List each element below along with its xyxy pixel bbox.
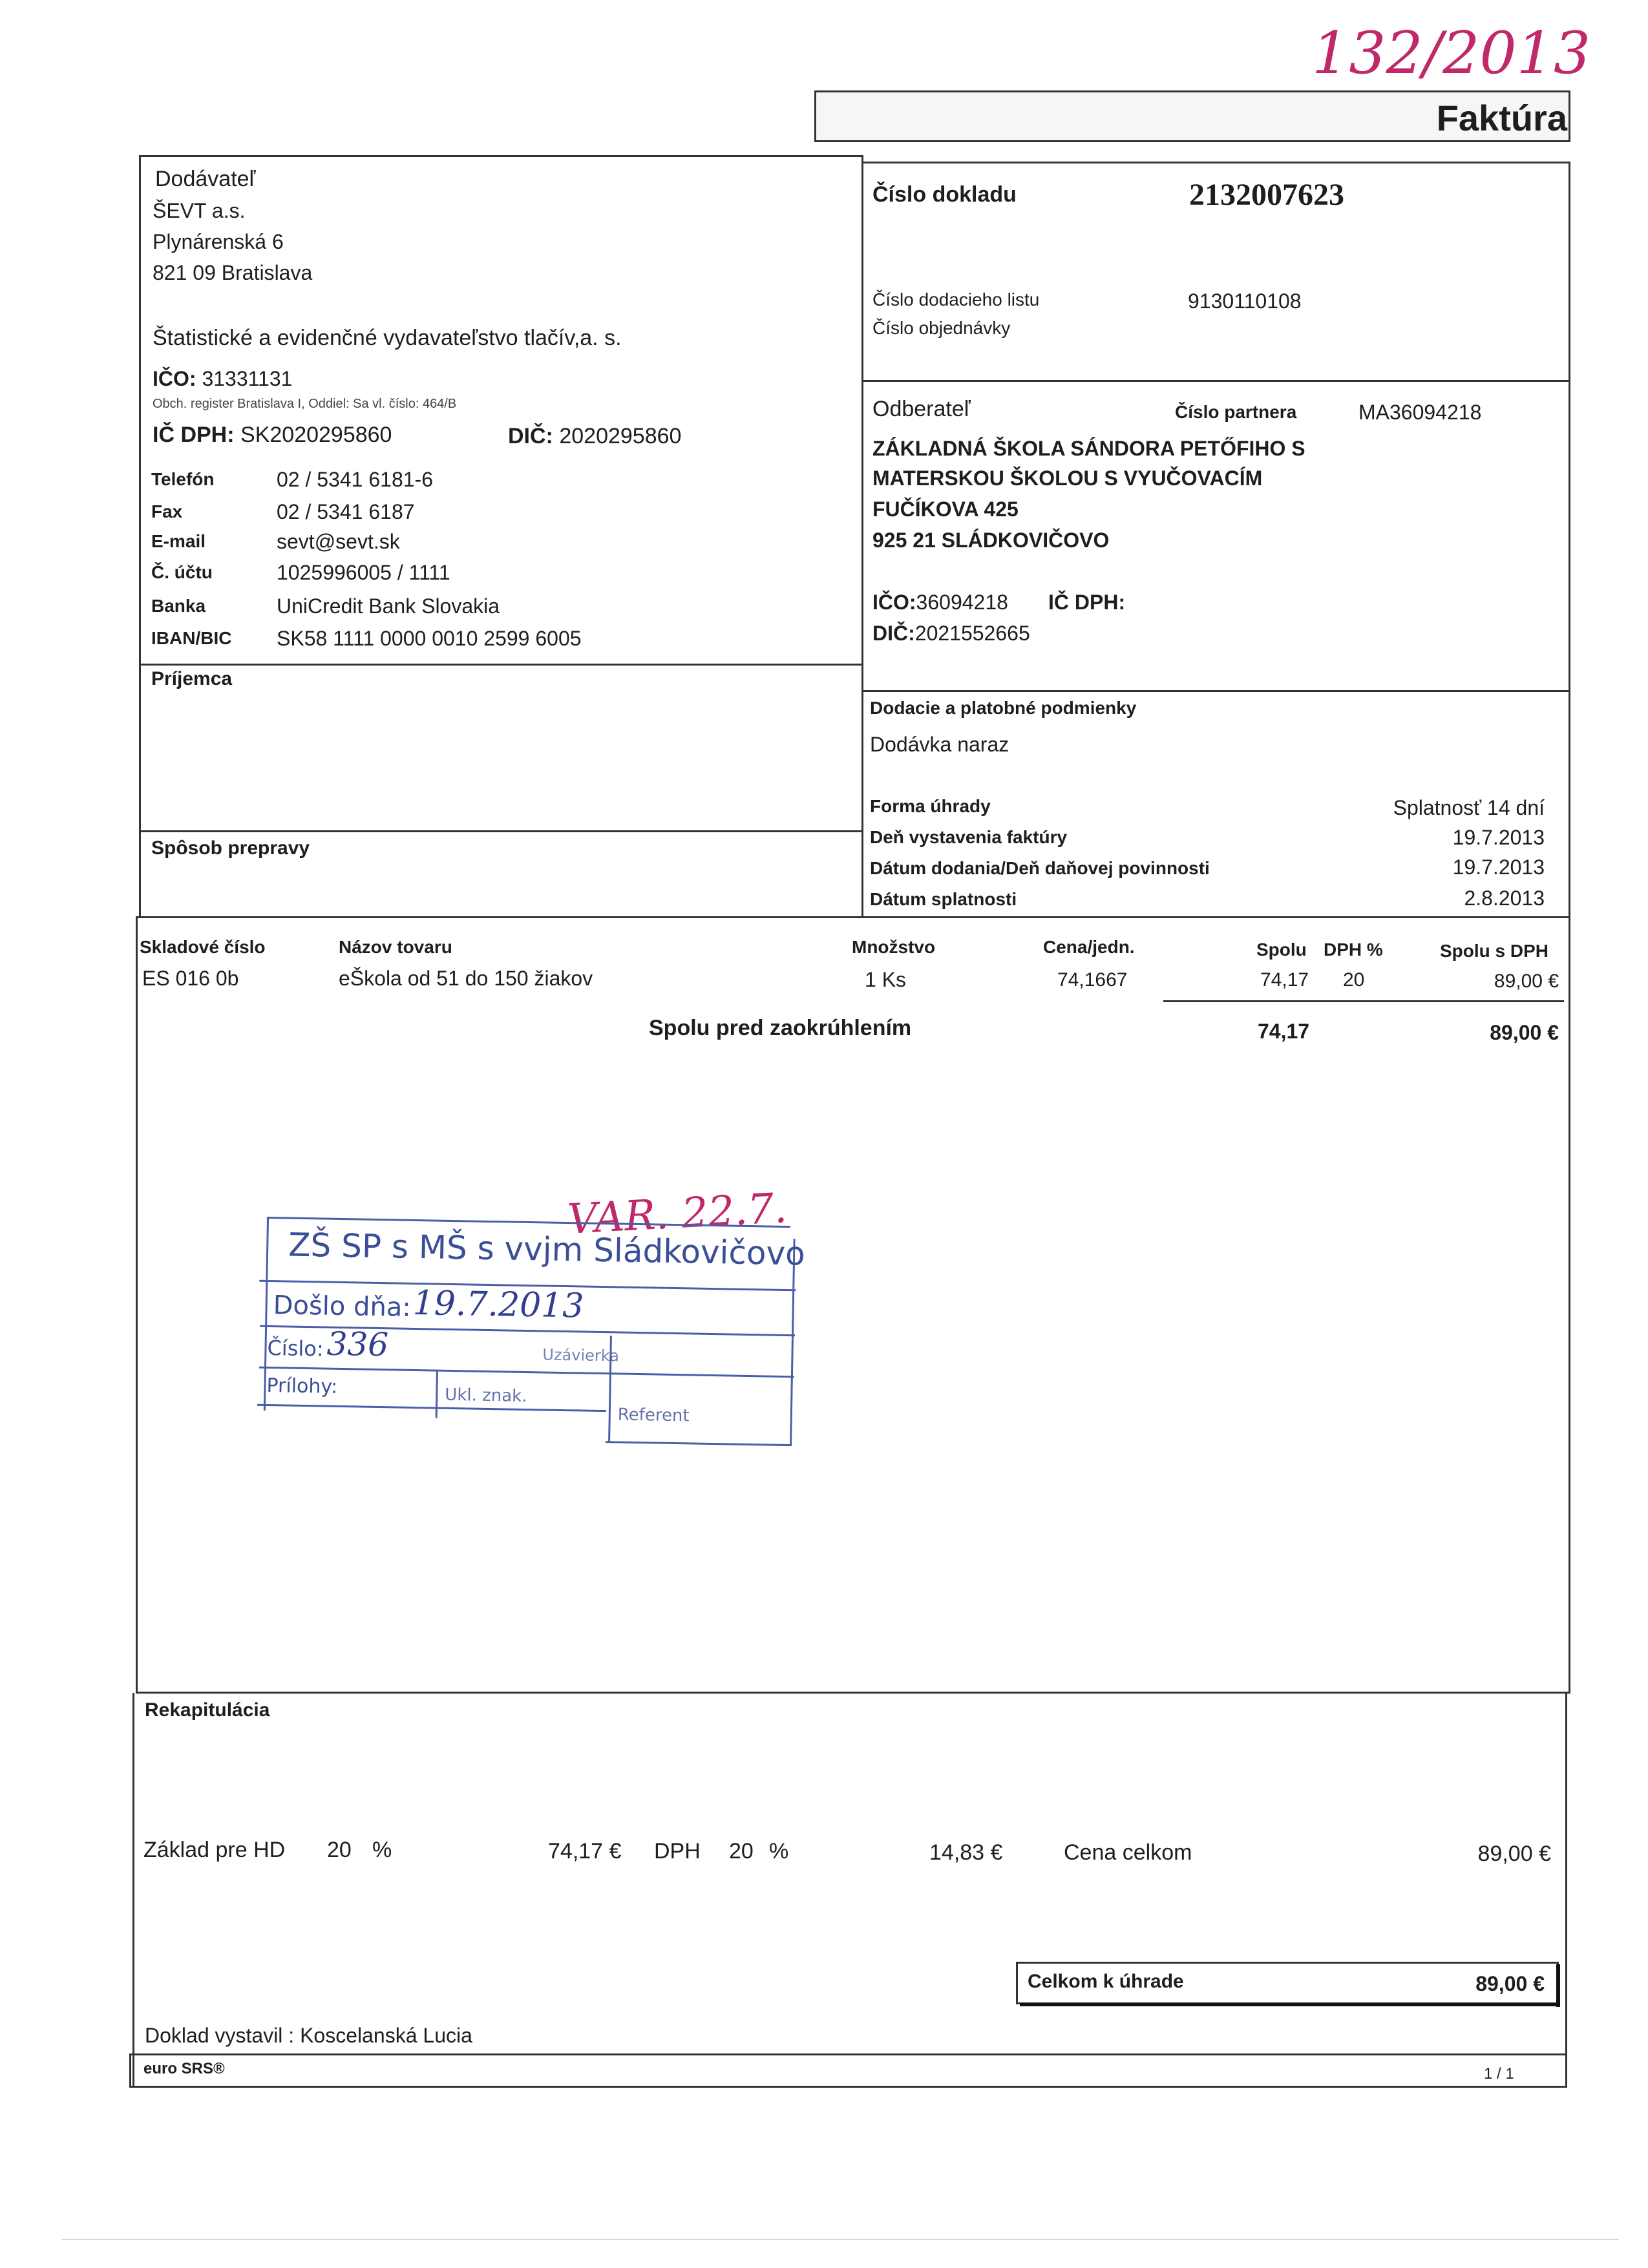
receipt-stamp <box>257 1217 806 1449</box>
customer-ico-label: IČO: <box>872 591 916 614</box>
handwritten-reference: 132/2013 <box>1312 19 1591 87</box>
supplier-dic-value: 2020295860 <box>559 424 682 448</box>
customer-ico <box>872 591 1008 614</box>
subtotal-label: Spolu pred zaokrúhlením <box>649 1016 912 1040</box>
stamp-number-value: 336 <box>326 1325 389 1364</box>
stamp-handwritten-note: VAR. 22.7. <box>566 1184 788 1244</box>
contact-label: IBAN/BIC <box>151 628 232 648</box>
stamp-uki-label: Ukl. znak. <box>445 1385 527 1407</box>
contact-label: Banka <box>151 596 206 616</box>
recap-vat-percent: % <box>769 1839 789 1864</box>
row-unit-price: 74,1667 <box>1057 969 1128 991</box>
delivery-note-value: 9130110108 <box>1188 289 1302 313</box>
recipient-label: Príjemca <box>151 668 233 689</box>
terms-value: Splatnosť 14 dní <box>1393 796 1545 819</box>
subtotal-value: 74,17 <box>1258 1020 1310 1043</box>
supplier-dic <box>508 424 681 449</box>
customer-dic-label: DIČ: <box>872 622 915 645</box>
supplier-dic-label: DIČ: <box>508 424 553 448</box>
terms-value: 19.7.2013 <box>1452 826 1545 849</box>
terms-value: 2.8.2013 <box>1464 887 1545 910</box>
contact-value: 02 / 5341 6187 <box>277 500 415 523</box>
contact-label: Telefón <box>151 469 215 489</box>
recap-base-label: Základ pre HD <box>143 1838 286 1862</box>
contact-value: 02 / 5341 6181-6 <box>277 468 433 491</box>
subtotal-vat-value: 89,00 € <box>1490 1021 1559 1044</box>
document-title: Faktúra <box>1436 98 1567 138</box>
payable-label: Celkom k úhrade <box>1028 1971 1184 1992</box>
customer-line-3: FUČÍKOVA 425 <box>872 498 1019 521</box>
header-unit-price: Cena/jedn. <box>1043 937 1135 957</box>
supplier-icdph-value: SK2020295860 <box>240 423 392 447</box>
supplier-name: ŠEVT a.s. <box>153 199 246 222</box>
customer-line-1: ZÁKLADNÁ ŠKOLA SÁNDORA PETŐFIHO S <box>872 437 1305 460</box>
customer-heading: Odberateľ <box>872 397 971 421</box>
supplier-register: Obch. register Bratislava I, Oddiel: Sa vl. číslo: 464/B <box>153 397 457 411</box>
partner-number-value: MA36094218 <box>1358 401 1482 424</box>
contact-value: 1025996005 / 1111 <box>277 561 450 584</box>
recap-total-label: Cena celkom <box>1064 1840 1192 1865</box>
supplier-icdph <box>153 423 392 448</box>
header-vat: DPH % <box>1324 940 1383 960</box>
order-number-label: Číslo objednávky <box>872 318 1011 338</box>
stamp-registry-label: Uzávierka <box>542 1345 620 1365</box>
recap-heading: Rekapitulácia <box>145 1699 270 1721</box>
customer-dic-value: 2021552665 <box>914 622 1030 645</box>
contact-label: Fax <box>151 501 183 521</box>
terms-value: 19.7.2013 <box>1452 856 1545 879</box>
recap-total-value: 89,00 € <box>1477 1842 1551 1866</box>
terms-label: Dátum splatnosti <box>870 889 1017 909</box>
stamp-referent-label: Referent <box>617 1405 690 1426</box>
supplier-heading: Dodávateľ <box>155 167 256 191</box>
issued-by: Doklad vystavil : Koscelanská Lucia <box>145 2024 472 2047</box>
recap-base-percent: % <box>372 1838 392 1862</box>
header-total-vat: Spolu s DPH <box>1440 941 1549 961</box>
recap-vat-value: 14,83 € <box>929 1840 1003 1865</box>
supplier-full-name: Štatistické a evidenčné vydavateľstvo tlačív,a. s. <box>153 326 622 350</box>
supplier-icdph-label: IČ DPH: <box>153 423 235 447</box>
page-number: 1 / 1 <box>1484 2065 1514 2083</box>
customer-icdph-label: IČ DPH: <box>1048 591 1126 614</box>
footer-brand: euro SRS® <box>143 2060 225 2077</box>
row-total: 74,17 <box>1260 969 1309 991</box>
row-qty: 1 Ks <box>865 968 907 991</box>
document-number-label: Číslo dokladu <box>872 182 1017 207</box>
delivery-mode: Dodávka naraz <box>870 733 1009 756</box>
terms-label: Dátum dodania/Deň daňovej povinnosti <box>870 858 1210 878</box>
stamp-received-value: 19.7.2013 <box>412 1283 584 1326</box>
header-qty: Množstvo <box>852 937 936 957</box>
payable-value: 89,00 € <box>1475 1972 1545 1995</box>
contact-value: sevt@sevt.sk <box>277 530 400 553</box>
stamp-title: ZŠ SP s MŠ s vvjm Sládkovičovo <box>288 1226 806 1273</box>
supplier-ico-value: 31331131 <box>202 367 293 390</box>
row-name: eŠkola od 51 do 150 žiakov <box>339 967 593 990</box>
row-sku: ES 016 0b <box>142 967 239 990</box>
terms-label: Forma úhrady <box>870 796 991 816</box>
contact-value: SK58 1111 0000 0010 2599 6005 <box>277 627 582 650</box>
recap-vat-rate: 20 <box>729 1839 754 1864</box>
customer-ico-value: 36094218 <box>916 591 1008 614</box>
header-name: Názov tovaru <box>339 937 452 957</box>
transport-label: Spôsob prepravy <box>151 837 310 859</box>
header-sku: Skladové číslo <box>140 937 266 957</box>
delivery-note-label: Číslo dodacieho listu <box>872 289 1040 310</box>
document-number-value: 2132007623 <box>1189 178 1344 212</box>
stamp-attachments-label: Prílohy: <box>266 1374 338 1398</box>
stamp-number-label: Číslo: <box>267 1335 324 1361</box>
customer-dic <box>872 622 1030 646</box>
customer-line-4: 925 21 SLÁDKOVIČOVO <box>872 529 1110 552</box>
contact-value: UniCredit Bank Slovakia <box>277 594 500 618</box>
contact-label: E-mail <box>151 531 206 551</box>
header-total: Spolu <box>1256 940 1307 960</box>
terms-label: Deň vystavenia faktúry <box>870 827 1068 847</box>
supplier-city: 821 09 Bratislava <box>153 261 313 284</box>
recap-base-rate: 20 <box>327 1838 352 1862</box>
terms-heading: Dodacie a platobné podmienky <box>870 698 1137 718</box>
supplier-ico-label: IČO: <box>153 367 196 390</box>
partner-number-label: Číslo partnera <box>1175 402 1297 422</box>
customer-line-2: MATERSKOU ŠKOLOU S VYUČOVACÍM <box>872 467 1263 490</box>
recap-vat-label: DPH <box>654 1839 701 1864</box>
recap-base-value: 74,17 € <box>548 1839 622 1864</box>
row-total-vat: 89,00 € <box>1494 971 1559 992</box>
contact-label: Č. účtu <box>151 562 213 582</box>
row-vat: 20 <box>1343 969 1365 991</box>
stamp-received-label: Došlo dňa: <box>273 1290 412 1323</box>
supplier-ico <box>153 367 292 391</box>
supplier-street: Plynárenská 6 <box>153 230 284 253</box>
